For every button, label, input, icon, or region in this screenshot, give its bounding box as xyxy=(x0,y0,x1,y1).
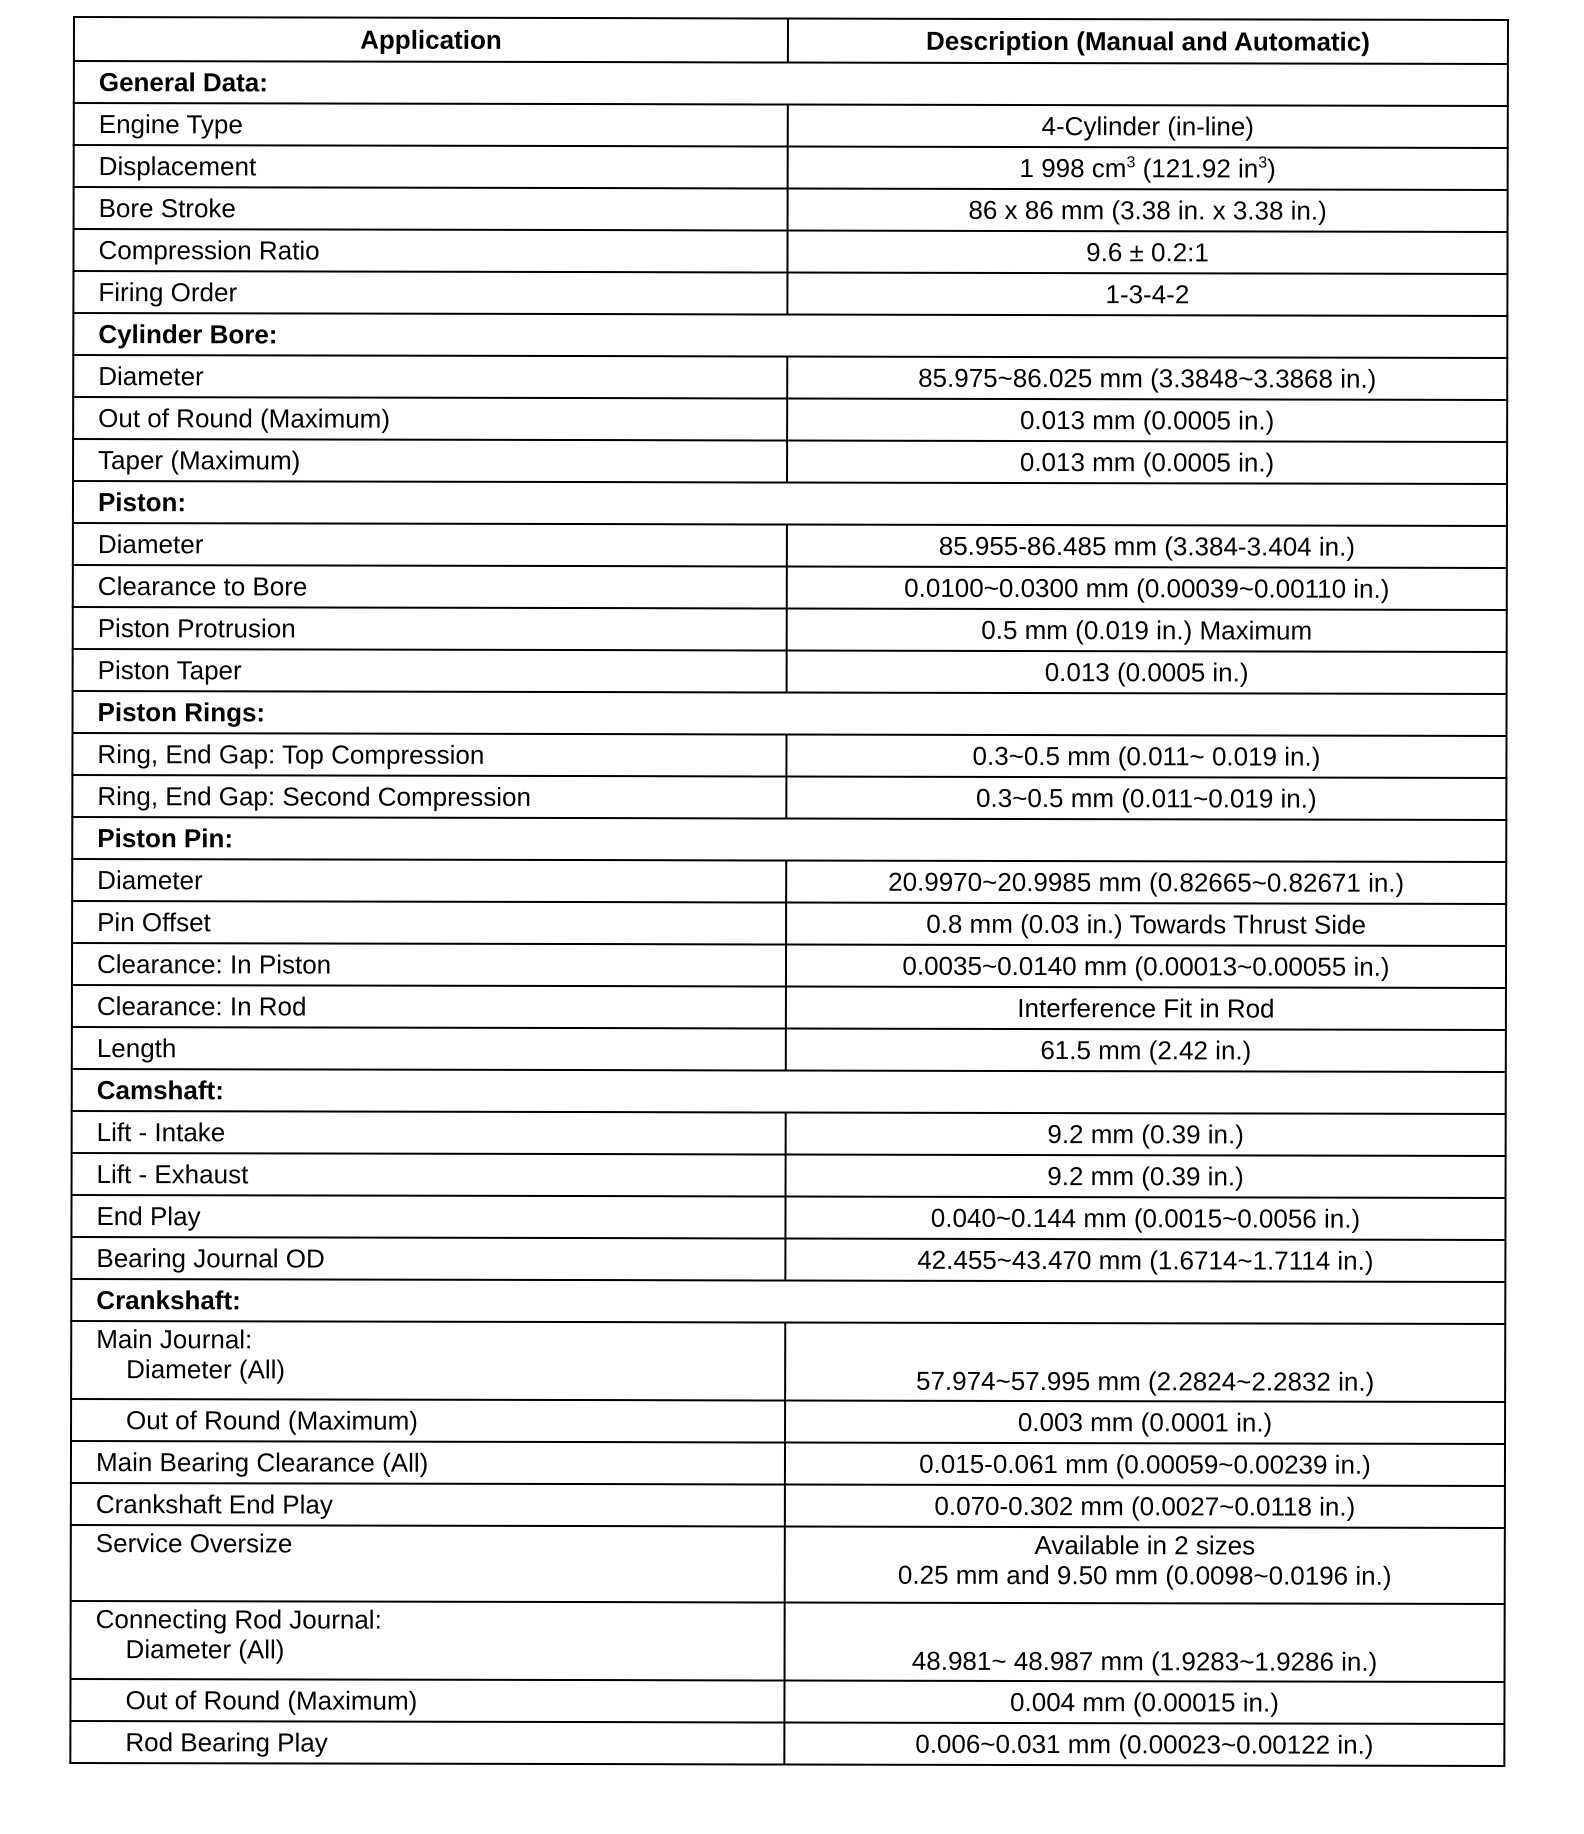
header-row xyxy=(74,17,1508,64)
row-value: 85.975~86.025 mm (3.3848~3.3868 in.) xyxy=(787,356,1507,400)
row-label: Service Oversize xyxy=(71,1525,785,1602)
table-row xyxy=(73,607,1507,652)
row-value: 1-3-4-2 xyxy=(787,272,1507,316)
row-value: 0.013 mm (0.0005 in.) xyxy=(787,398,1507,442)
section-camshaft xyxy=(72,1069,1506,1114)
table-row xyxy=(73,397,1507,442)
indented-label: Rod Bearing Play xyxy=(125,1727,328,1758)
row-value: 0.003 mm (0.0001 in.) xyxy=(785,1400,1505,1444)
section-cylinder-bore xyxy=(73,313,1507,358)
row-value: 86 x 86 mm (3.38 in. x 3.38 in.) xyxy=(788,188,1508,232)
row-value: 9.6 ± 0.2:1 xyxy=(787,230,1507,274)
row-value: 48.981~ 48.987 mm (1.9283~1.9286 in.) xyxy=(785,1602,1505,1682)
row-label: Displacement xyxy=(74,145,788,188)
row-label: Bearing Journal OD xyxy=(71,1237,785,1280)
table-row xyxy=(72,775,1506,820)
closing-paren: ) xyxy=(1267,153,1276,184)
table-row xyxy=(74,187,1508,232)
row-value: 0.040~0.144 mm (0.0015~0.0056 in.) xyxy=(785,1196,1505,1240)
table-row xyxy=(73,355,1507,400)
table-row xyxy=(72,733,1506,778)
row-value: 0.015-0.061 mm (0.00059~0.00239 in.) xyxy=(785,1442,1505,1486)
displacement-metric: 1 998 cm xyxy=(1019,152,1127,184)
row-label xyxy=(70,1679,784,1722)
row-label: Diameter xyxy=(73,523,787,566)
row-label xyxy=(71,1321,785,1400)
table-row xyxy=(70,1679,1504,1724)
row-label: Crankshaft End Play xyxy=(71,1483,785,1526)
table-row-main-journal xyxy=(71,1321,1505,1402)
displacement-imperial: (121.92 in xyxy=(1135,153,1259,184)
row-value xyxy=(788,146,1508,190)
row-value: 0.013 mm (0.0005 in.) xyxy=(787,440,1507,484)
oversize-line-2: 0.25 mm and 9.50 mm (0.0098~0.0196 in.) xyxy=(897,1559,1392,1591)
row-label: Diameter xyxy=(73,355,787,398)
section-title: Crankshaft: xyxy=(71,1279,1505,1324)
table-row xyxy=(72,943,1506,988)
table-row xyxy=(72,859,1506,904)
table-row xyxy=(73,649,1507,694)
indented-label: Out of Round (Maximum) xyxy=(125,1685,418,1716)
row-value: 0.004 mm (0.00015 in.) xyxy=(784,1680,1504,1724)
row-value: 42.455~43.470 mm (1.6714~1.7114 in.) xyxy=(785,1238,1505,1282)
indented-label: Out of Round (Maximum) xyxy=(126,1405,418,1436)
row-value: 0.006~0.031 mm (0.00023~0.00122 in.) xyxy=(784,1722,1504,1766)
superscript: 3 xyxy=(1126,154,1136,172)
row-label: Clearance: In Piston xyxy=(72,943,786,986)
row-value: 4-Cylinder (in-line) xyxy=(788,104,1508,148)
section-general-data xyxy=(74,61,1508,106)
section-title: Piston Rings: xyxy=(72,691,1506,736)
row-label: Taper (Maximum) xyxy=(73,439,787,482)
row-label xyxy=(71,1601,785,1680)
engine-specifications-table xyxy=(69,16,1509,1767)
table-row xyxy=(72,1111,1506,1156)
table-row xyxy=(71,1483,1505,1528)
table-row xyxy=(71,1441,1505,1486)
row-label: Lift - Exhaust xyxy=(72,1153,786,1196)
row-value: 0.5 mm (0.019 in.) Maximum xyxy=(787,608,1507,652)
row-value: 0.0100~0.0300 mm (0.00039~0.00110 in.) xyxy=(787,566,1507,610)
row-value: 0.0035~0.0140 mm (0.00013~0.00055 in.) xyxy=(786,944,1506,988)
row-label: Piston Taper xyxy=(73,649,787,692)
table-row xyxy=(73,229,1507,274)
row-label xyxy=(70,1721,784,1764)
table-row-service-oversize xyxy=(71,1525,1505,1604)
main-journal-diameter-label: Diameter (All) xyxy=(126,1354,286,1385)
row-label: Clearance: In Rod xyxy=(72,985,786,1028)
superscript: 3 xyxy=(1258,154,1268,172)
row-label: Diameter xyxy=(72,859,786,902)
rod-journal-heading: Connecting Rod Journal: xyxy=(95,1604,382,1635)
section-title: Piston Pin: xyxy=(72,817,1506,862)
table-row xyxy=(73,565,1507,610)
row-label: Clearance to Bore xyxy=(73,565,787,608)
section-piston-rings xyxy=(72,691,1506,736)
row-value: 9.2 mm (0.39 in.) xyxy=(786,1154,1506,1198)
table-row xyxy=(72,1027,1506,1072)
table-row xyxy=(71,1195,1505,1240)
row-value: 0.8 mm (0.03 in.) Towards Thrust Side xyxy=(786,902,1506,946)
row-value: 0.3~0.5 mm (0.011~ 0.019 in.) xyxy=(786,734,1506,778)
section-crankshaft xyxy=(71,1279,1505,1324)
table-row xyxy=(73,439,1507,484)
row-label: Ring, End Gap: Second Compression xyxy=(72,775,786,818)
row-label: Lift - Intake xyxy=(72,1111,786,1154)
table-row xyxy=(72,985,1506,1030)
main-journal-heading: Main Journal: xyxy=(96,1324,253,1355)
section-title: Camshaft: xyxy=(72,1069,1506,1114)
section-piston-pin xyxy=(72,817,1506,862)
section-title: Cylinder Bore: xyxy=(73,313,1507,358)
row-value: 85.955-86.485 mm (3.384-3.404 in.) xyxy=(787,524,1507,568)
row-value: 61.5 mm (2.42 in.) xyxy=(786,1028,1506,1072)
row-label: Firing Order xyxy=(73,271,787,314)
row-label: End Play xyxy=(71,1195,785,1238)
section-title: General Data: xyxy=(74,61,1508,106)
row-value: 57.974~57.995 mm (2.2824~2.2832 in.) xyxy=(785,1322,1505,1402)
row-value: 20.9970~20.9985 mm (0.82665~0.82671 in.) xyxy=(786,860,1506,904)
header-description: Description (Manual and Automatic) xyxy=(788,18,1508,64)
row-label: Piston Protrusion xyxy=(73,607,787,650)
row-label: Length xyxy=(72,1027,786,1070)
oversize-line-1: Available in 2 sizes xyxy=(1034,1530,1256,1561)
section-piston xyxy=(73,481,1507,526)
row-label: Bore Stroke xyxy=(74,187,788,230)
table-row xyxy=(73,523,1507,568)
table-row xyxy=(72,901,1506,946)
row-value: 0.013 (0.0005 in.) xyxy=(787,650,1507,694)
row-value: Interference Fit in Rod xyxy=(786,986,1506,1030)
section-title: Piston: xyxy=(73,481,1507,526)
row-label: Main Bearing Clearance (All) xyxy=(71,1441,785,1484)
row-value: 0.070-0.302 mm (0.0027~0.0118 in.) xyxy=(785,1484,1505,1528)
table-row xyxy=(70,1721,1504,1766)
row-label: Ring, End Gap: Top Compression xyxy=(72,733,786,776)
table-row-rod-journal xyxy=(71,1601,1505,1682)
header-application: Application xyxy=(74,17,788,62)
rod-journal-diameter-label: Diameter (All) xyxy=(125,1634,285,1665)
row-label xyxy=(71,1399,785,1442)
row-value xyxy=(785,1526,1505,1604)
row-label: Engine Type xyxy=(74,103,788,146)
row-value: 0.3~0.5 mm (0.011~0.019 in.) xyxy=(786,776,1506,820)
row-label: Pin Offset xyxy=(72,901,786,944)
table-row xyxy=(71,1237,1505,1282)
table-row xyxy=(71,1399,1505,1444)
table-row xyxy=(74,103,1508,148)
row-label: Compression Ratio xyxy=(73,229,787,272)
table-row xyxy=(74,145,1508,190)
row-label: Out of Round (Maximum) xyxy=(73,397,787,440)
table-row xyxy=(73,271,1507,316)
row-value: 9.2 mm (0.39 in.) xyxy=(786,1112,1506,1156)
table-row xyxy=(72,1153,1506,1198)
